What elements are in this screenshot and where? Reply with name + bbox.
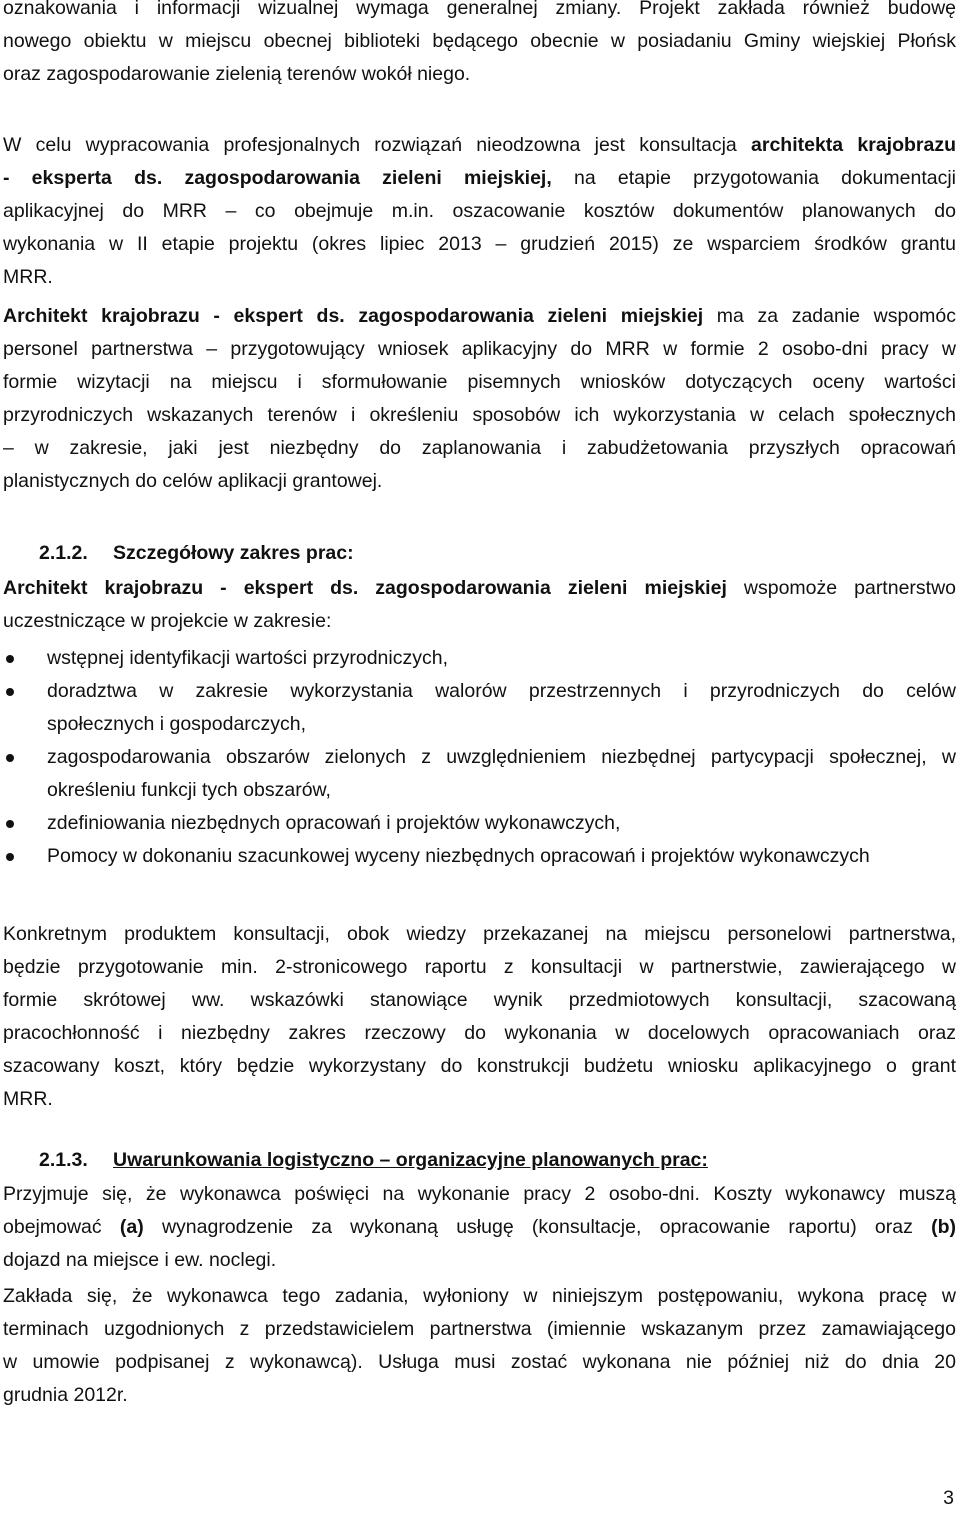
list-item — [3, 807, 956, 840]
bold-text: (a) — [119, 1216, 144, 1238]
section-number: 2.1.3. — [39, 1149, 88, 1171]
intro-paragraph — [3, 0, 956, 91]
list-item — [3, 741, 956, 807]
text-line: doradztwa w zakresie wykorzystania walorów przestrzennych i przyrodniczych do celów — [47, 680, 956, 702]
bold-text: - eksperta ds. zagospodarowania zieleni miejskiej, — [3, 167, 552, 189]
bold-text: architekta krajobrazu — [751, 134, 956, 156]
text-line: społecznych i gospodarczych, — [47, 713, 307, 735]
text-line: uczestniczące w projekcie w zakresie: — [3, 610, 332, 632]
text-line: grudnia 2012r. — [3, 1384, 128, 1406]
scope-list — [3, 642, 956, 873]
list-item — [3, 840, 956, 873]
bullet-icon — [6, 853, 14, 861]
consultation-paragraph — [3, 129, 956, 294]
text-line — [3, 300, 956, 333]
text-line — [3, 572, 956, 605]
text-line: pracochłonność i niezbędny zakres rzeczowy do wykonania w docelowych opracowaniach oraz — [3, 1022, 956, 1044]
text-line: Zakłada się, że wykonawca tego zadania, wyłoniony w niniejszym postępowaniu, wykona pracę w — [3, 1285, 956, 1307]
page-number: 3 — [943, 1487, 954, 1509]
text-line: Przyjmuje się, że wykonawca poświęci na wykonanie pracy 2 osobo-dni. Koszty wykonawcy muszą — [3, 1183, 956, 1205]
text-line: formie skrótowej ww. wskazówki stanowiące wynik przedmiotowych konsultacji, szacowaną — [3, 989, 956, 1011]
bold-text: (b) — [931, 1216, 956, 1238]
text-run: W celu wypracowania profesjonalnych rozwiązań nieodzowna jest konsultacja — [3, 134, 752, 156]
section-heading-2-1-3 — [39, 1144, 708, 1177]
text-run: obejmować — [3, 1216, 120, 1238]
text-line: terminach uzgodnionych z przedstawicielem partnerstwa (imiennie wskazanym przez zamawiającego — [3, 1318, 956, 1340]
text-line: dojazd na miejsce i ew. noclegi. — [3, 1249, 277, 1271]
section-heading-2-1-2 — [39, 537, 354, 570]
text-line: planistycznych do celów aplikacji grantowej. — [3, 470, 383, 492]
text-line: zagospodarowania obszarów zielonych z uwzględnieniem niezbędnej partycypacji społecznej, w — [47, 746, 956, 768]
bullet-icon — [6, 655, 14, 663]
text-line: aplikacyjnej do MRR – co obejmuje m.in. oszacowanie kosztów dokumentów planowanych do — [3, 200, 956, 222]
list-item — [3, 675, 956, 741]
text-line — [3, 129, 956, 162]
text-line: wykonania w II etapie projektu (okres lipiec 2013 – grudzień 2015) ze wsparciem środków grantu — [3, 233, 956, 255]
text-line: określeniu funkcji tych obszarów, — [47, 779, 331, 801]
text-line: szacowany koszt, który będzie wykorzystany do konstrukcji budżetu wniosku aplikacyjnego o grant — [3, 1055, 956, 1077]
text-line: przyrodniczych wskazanych terenów i określeniu sposobów ich wykorzystania w celach społecznych — [3, 404, 956, 426]
text-line: w umowie podpisanej z wykonawcą). Usługa musi zostać wykonana nie później niż do dnia 20 — [3, 1351, 956, 1373]
text-line — [3, 1211, 956, 1244]
text-line: formie wizytacji na miejscu i sformułowanie pisemnych wniosków dotyczących oceny wartości — [3, 371, 956, 393]
schedule-paragraph — [3, 1280, 956, 1412]
section-title: Szczegółowy zakres prac: — [113, 542, 354, 564]
bullet-icon — [6, 820, 14, 828]
text-run: na etapie przygotowania dokumentacji — [551, 167, 956, 189]
text-run: wynagrodzenie za wykonaną usługę (konsultacje, opracowanie raportu) oraz — [143, 1216, 932, 1238]
scope-intro — [3, 572, 956, 638]
product-paragraph — [3, 918, 956, 1116]
text-line: wstępnej identyfikacji wartości przyrodniczych, — [47, 647, 448, 669]
bold-text: Architekt krajobrazu - ekspert ds. zagospodarowania zieleni miejskiej — [3, 577, 727, 599]
text-line: zdefiniowania niezbędnych opracowań i projektów wykonawczych, — [47, 812, 621, 834]
text-run: ma za zadanie wspomóc — [703, 305, 956, 327]
bullet-icon — [6, 688, 14, 696]
text-line: Konkretnym produktem konsultacji, obok wiedzy przekazanej na miejscu personelowi partnerstwa, — [3, 923, 956, 945]
text-line: oraz zagospodarowanie zielenią terenów wokół niego. — [3, 63, 471, 85]
logistics-paragraph — [3, 1178, 956, 1277]
text-line: nowego obiektu w miejscu obecnej biblioteki będącego obecnie w posiadaniu Gminy wiejskiej Płońsk — [3, 30, 956, 52]
list-item — [3, 642, 956, 675]
section-number: 2.1.2. — [39, 542, 88, 564]
text-line: – w zakresie, jaki jest niezbędny do zaplanowania i zabudżetowania przyszłych opracowań — [3, 437, 956, 459]
text-line: MRR. — [3, 1088, 53, 1110]
text-line: Pomocy w dokonaniu szacunkowej wyceny niezbędnych opracowań i projektów wykonawczych — [47, 845, 870, 867]
text-line: MRR. — [3, 266, 53, 288]
section-title: Uwarunkowania logistyczno – organizacyjne planowanych prac: — [113, 1149, 708, 1171]
text-line: personel partnerstwa – przygotowujący wniosek aplikacyjny do MRR w formie 2 osobo-dni pracy w — [3, 338, 956, 360]
text-line — [3, 162, 956, 195]
bullet-icon — [6, 754, 14, 762]
text-run: wspomoże partnerstwo — [726, 577, 957, 599]
text-line: będzie przygotowanie min. 2-stronicowego raportu z konsultacji w partnerstwie, zawierającego w — [3, 956, 956, 978]
bold-text: Architekt krajobrazu - ekspert ds. zagospodarowania zieleni miejskiej — [3, 305, 704, 327]
text-line: oznakowania i informacji wizualnej wymaga generalnej zmiany. Projekt zakłada również budowę — [3, 0, 956, 19]
task-paragraph — [3, 300, 956, 498]
